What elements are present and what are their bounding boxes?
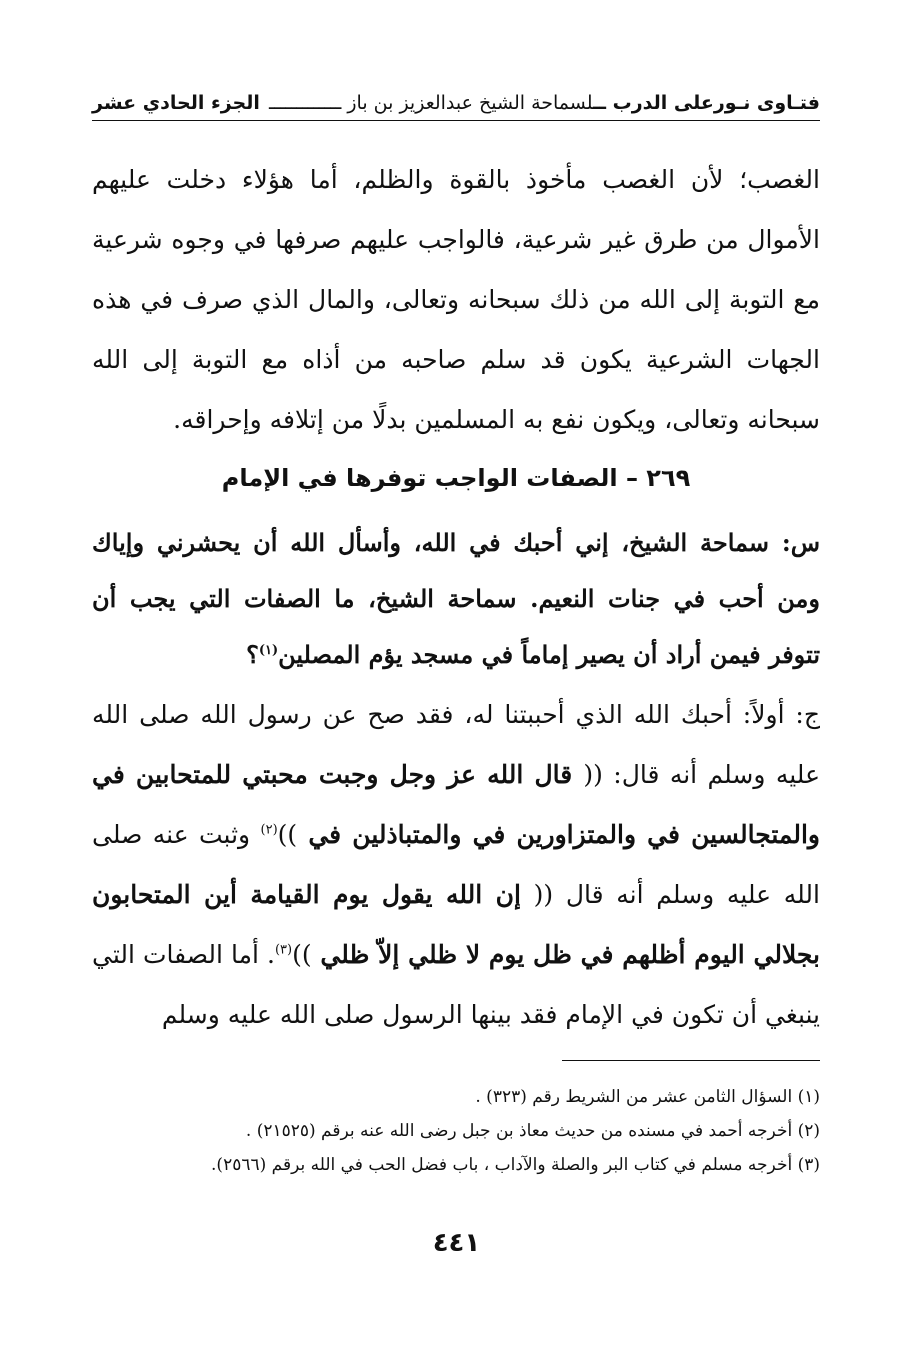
- footnote-ref-1: (١): [258, 643, 279, 658]
- volume-label: الجزء الحادي عشر: [92, 92, 260, 114]
- question-text: س: سماحة الشيخ، إني أحبك في الله، وأسأل الله أن يحشرني وإياك ومن أحب في جنات النعيم. سماحة الشيخ، ما الصفات التي يجب أن تتوفر فيمن أراد أن يصير إماماً في مسجد يؤم المصلين: [92, 528, 820, 669]
- running-header: [92, 84, 820, 114]
- footnotes: [92, 1080, 820, 1182]
- answer-middle: وثبت عنه صلى الله عليه وسلم أنه قال ((: [92, 820, 820, 909]
- author-name: لسماحة الشيخ عبدالعزيز بن باز ـــــــــــــ: [268, 92, 594, 114]
- book-title: فتـاوى نـورعلى الدرب ــ: [593, 92, 820, 114]
- header-rule: [92, 120, 820, 121]
- footnote-2: (٢) أخرجه أحمد في مسنده من حديث معاذ بن جبل رضى الله عنه برقم (٢١٥٢٥) .: [245, 1121, 820, 1141]
- footnote-ref-3: (٣): [274, 942, 293, 958]
- answer-continuation: . أما الصفات التي ينبغي أن تكون في الإمام فقد بينها الرسول صلى الله عليه وسلم: [92, 940, 820, 1029]
- hadith-quote-2: إن الله يقول يوم القيامة أين المتحابون بجلالي اليوم أظلهم في ظل يوم لا ظلي إلاّ ظلي: [92, 880, 820, 969]
- answer-paragraph: [92, 685, 820, 1045]
- section-heading: ٢٦٩ – الصفات الواجب توفرها في الإمام: [221, 464, 691, 492]
- hadith-close-2: )): [292, 940, 312, 969]
- footnote-3: (٣) أخرجه مسلم في كتاب البر والصلة والآداب ، باب فضل الحب في الله برقم (٢٥٦٦).: [211, 1155, 820, 1175]
- answer-intro: ج: أولاً: أحبك الله الذي أحببتنا له، فقد صح عن رسول الله صلى الله عليه وسلم أنه قال: ((: [92, 700, 820, 789]
- footnote-rule: [562, 1060, 820, 1061]
- footnote-1: (١) السؤال الثامن عشر من الشريط رقم (٣٢٣) .: [475, 1087, 820, 1107]
- hadith-quote-1: قال الله عز وجل وجبت محبتي للمتحابين في والمتجالسين في والمتزاورين في والمتباذلين في: [92, 760, 820, 849]
- hadith-close-1: )): [277, 820, 298, 849]
- paragraph-continuation: الغصب؛ لأن الغصب مأخوذ بالقوة والظلم، أما هؤلاء دخلت عليهم الأموال من طرق غير شرعية، فالواجب عليهم صرفها في وجوه شرعية مع التوبة إلى الله من ذلك سبحانه وتعالى، والمال الذي صرف في هذه الجهات الشرعية يكون قد سلم صاحبه من أذاه مع التوبة إلى الله سبحانه وتعالى، ويكون نفع به المسلمين بدلًا من إتلافه وإحراقه.: [92, 165, 820, 434]
- page-number: ٤٤١: [432, 1228, 481, 1258]
- question-end-mark: ؟: [246, 640, 259, 669]
- question-paragraph: [92, 515, 820, 683]
- footnote-ref-2: (٢): [260, 822, 278, 838]
- header-book-title-group: [269, 92, 820, 114]
